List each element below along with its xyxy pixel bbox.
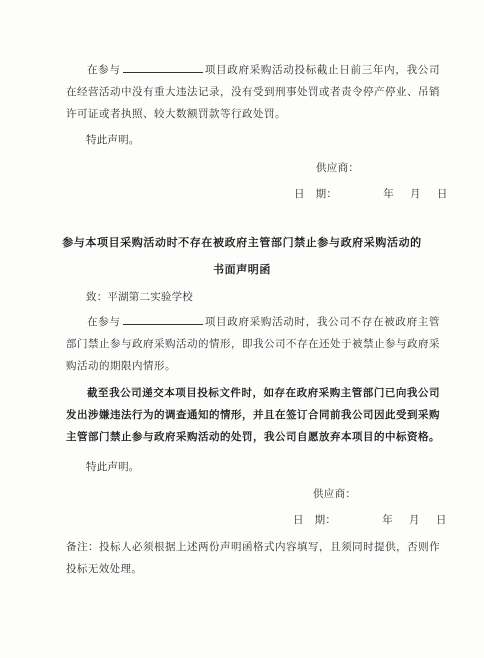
para-rest: 项目政府采购活动投标截止日前三年内，我公司在经营活动中没有重大违法记录，没有受到刑事处罚或者责令停产停业、吊销许可证或者执照、较大数额罚款等行政处罚。 bbox=[66, 64, 440, 120]
para-prefix: 在参与 bbox=[87, 316, 121, 328]
declaration-title-line-2: 书面声明函 bbox=[213, 263, 271, 276]
supplier-label-2: 供应商： bbox=[313, 488, 357, 500]
supplier-label-1: 供应商： bbox=[316, 162, 360, 174]
project-name-blank-2 bbox=[123, 313, 203, 325]
declaration-title-line-1: 参与本项目采购活动时不存在被政府主管部门禁止参与政府采购活动的 bbox=[62, 236, 422, 249]
month-label: 月 bbox=[410, 188, 421, 200]
project-name-blank bbox=[123, 61, 203, 73]
closing-statement-1: 特此声明。 bbox=[86, 134, 140, 146]
declaration-paragraph-1 bbox=[66, 59, 440, 125]
declaration-paragraph-2 bbox=[66, 311, 440, 377]
para-rest: 项目政府采购活动时，我公司不存在被政府主管部门禁止参与政府采购活动的情形，即我公司不存在还处于被禁止参与政府采购活动的期限内情形。 bbox=[66, 316, 440, 372]
declaration-paragraph-3: 截至我公司递交本项目投标文件时，如存在政府采购主管部门已向我公司发出涉嫌违法行为的调查通知的情形，并且在签订合同前我公司因此受到采购主管部门禁止参与政府采购活动的处罚，我公司自愿放弃本项目的中标资格。 bbox=[66, 387, 440, 443]
month-label: 月 bbox=[409, 514, 420, 526]
year-label: 年 bbox=[383, 188, 395, 200]
day-label: 日 bbox=[435, 514, 447, 526]
footnote-remark: 备注：投标人必须根据上述两份声明函格式内容填写，且须同时提供，否则作投标无效处理。 bbox=[66, 541, 440, 575]
addressee: 致：平湖第二实验学校 bbox=[86, 291, 193, 303]
para-prefix: 在参与 bbox=[87, 64, 121, 76]
year-label: 年 bbox=[382, 514, 394, 526]
date-line-1 bbox=[294, 183, 448, 205]
date-label: 日 期： bbox=[294, 188, 338, 200]
closing-statement-2: 特此声明。 bbox=[86, 461, 140, 473]
day-label: 日 bbox=[436, 188, 448, 200]
date-label: 日 期： bbox=[293, 514, 337, 526]
date-line-2 bbox=[293, 509, 447, 531]
